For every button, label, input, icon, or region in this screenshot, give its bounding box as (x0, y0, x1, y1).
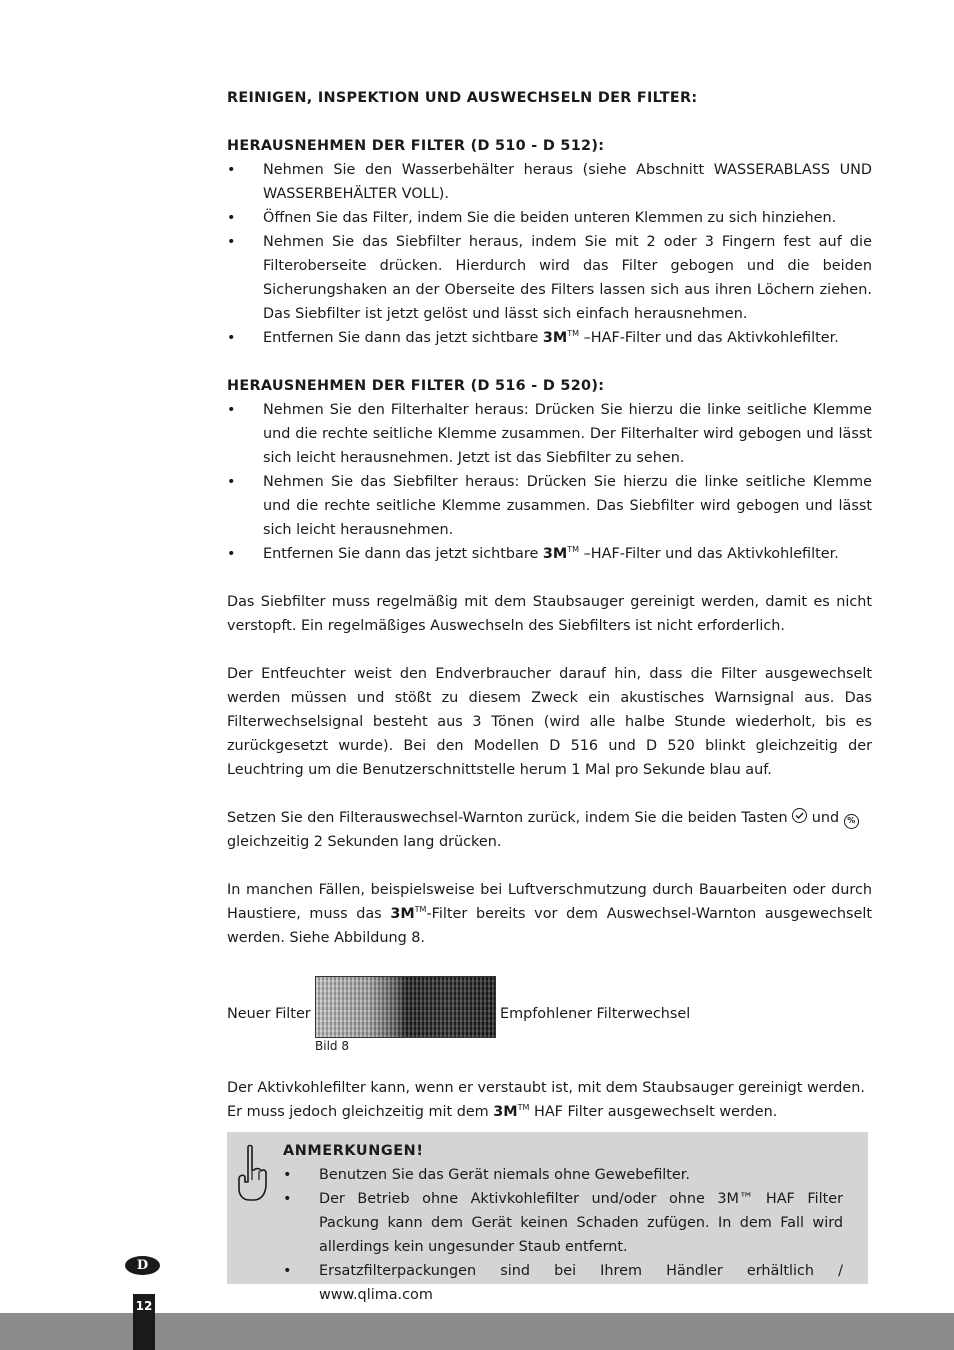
list-item: • Ersatzfilterpackungen sind bei Ihrem Händler erhältlich / www.qlima.com (283, 1263, 843, 1303)
notes-box (227, 1132, 868, 1303)
subsection-title-d516: HERAUSNEHMEN DER FILTER (D 516 - D 520): (227, 378, 605, 394)
new-filter-label: Neuer Filter (227, 1006, 311, 1022)
list-item: • Nehmen Sie das Siebfilter heraus, indem Sie mit 2 oder 3 Fingern fest auf die Filteroberseite drücken. Hierdurch wird das Filter gebogen und die beiden Sicherungshaken an der Oberseite des Filters lassen sich aus ihren Löchern ziehen. Das Siebfilter ist jetzt gelöst und lässt sich einfach herausnehmen. (227, 234, 872, 322)
list-item: • Der Betrieb ohne Aktivkohlefilter und/oder ohne 3M™ HAF Filter Packung kann dem Gerät keinen Schaden zufügen. In dem Fall wird allerdings kein ungesunder Staub entfernt. (283, 1191, 843, 1255)
list-item: • Nehmen Sie das Siebfilter heraus: Drücken Sie hierzu die linke seitliche Klemme und die rechte seitliche Klemme zusammen. Das Siebfilter wird gebogen und lässt sich leicht herausnehmen. (227, 474, 872, 538)
bullet-list-d510 (227, 158, 872, 350)
main-content (227, 86, 872, 1124)
list-item: • Nehmen Sie den Wasserbehälter heraus (siehe Abschnitt WASSERABLASS UND WASSERBEHÄLTER VOLL). (227, 162, 872, 202)
paragraph-reset-warning: Setzen Sie den Filterauswechsel-Warnton zurück, indem Sie die beiden Tasten und % gleichzeitig 2 Sekunden lang drücken. (227, 806, 872, 854)
notes-list (283, 1163, 843, 1307)
list-item: • Entfernen Sie dann das jetzt sichtbare 3M™ –HAF-Filter und das Aktivkohlefilter. (227, 329, 839, 346)
notes-title: ANMERKUNGEN! (283, 1143, 424, 1159)
list-item: • Entfernen Sie dann das jetzt sichtbare 3M™ –HAF-Filter und das Aktivkohlefilter. (227, 545, 839, 562)
paragraph-sieve-filter: Das Siebfilter muss regelmäßig mit dem Staubsauger gereinigt werden, damit es nicht verstopft. Ein regelmäßiges Auswechseln des Siebfilters ist nicht erforderlich. (227, 594, 872, 634)
bullet-list-d516 (227, 398, 872, 566)
subsection-title-d510: HERAUSNEHMEN DER FILTER (D 510 - D 512): (227, 138, 605, 154)
list-item: • Öffnen Sie das Filter, indem Sie die beiden unteren Klemmen zu sich hinziehen. (227, 210, 837, 226)
check-circle-icon (792, 808, 807, 823)
paragraph-early-replacement: In manchen Fällen, beispielsweise bei Luftverschmutzung durch Bauarbeiten oder durch Haustiere, muss das 3M™-Filter bereits vor dem Auswechsel-Warnton ausgewechselt werden. Siehe Abbildung 8. (227, 882, 873, 946)
paragraph-warning-signal: Der Entfeuchter weist den Endverbraucher darauf hin, dass die Filter ausgewechselt werden müssen und stößt zu diesem Zweck ein akustisches Warnsignal aus. Das Filterwechselsignal besteht aus 3 Tönen (wird alle halbe Stunde wiederholt, bis es zurückgesetzt wurde). Bei den Modellen D 516 und D 520 blinkt gleichzeitig der Leuchtring um die Benutzerschnittstelle herum 1 Mal pro Sekunde blau auf. (227, 666, 872, 778)
section-title: REINIGEN, INSPEKTION UND AUSWECHSELN DER FILTER: (227, 90, 698, 106)
figure-caption: Bild 8 (315, 1039, 349, 1053)
list-item: • Nehmen Sie den Filterhalter heraus: Drücken Sie hierzu die linke seitliche Klemme und die rechte seitliche Klemme zusammen. Der Filterhalter wird gebogen und lässt sich leicht herausnehmen. Jetzt ist das Siebfilter zu sehen. (227, 402, 872, 466)
page-number: 12 (133, 1294, 155, 1350)
pointing-hand-icon (235, 1144, 269, 1202)
recommended-replacement-label: Empfohlener Filterwechsel (500, 1006, 691, 1022)
filter-figure (227, 976, 872, 1053)
percent-icon: % (844, 814, 859, 829)
filter-comparison-image (315, 976, 496, 1038)
list-item: • Benutzen Sie das Gerät niemals ohne Gewebefilter. (283, 1167, 690, 1183)
paragraph-activated-carbon: Der Aktivkohlefilter kann, wenn er verstaubt ist, mit dem Staubsauger gereinigt werden. Er muss jedoch gleichzeitig mit dem 3M™ HAF Filter ausgewechselt werden. (227, 1080, 865, 1120)
language-badge: D (125, 1256, 160, 1275)
